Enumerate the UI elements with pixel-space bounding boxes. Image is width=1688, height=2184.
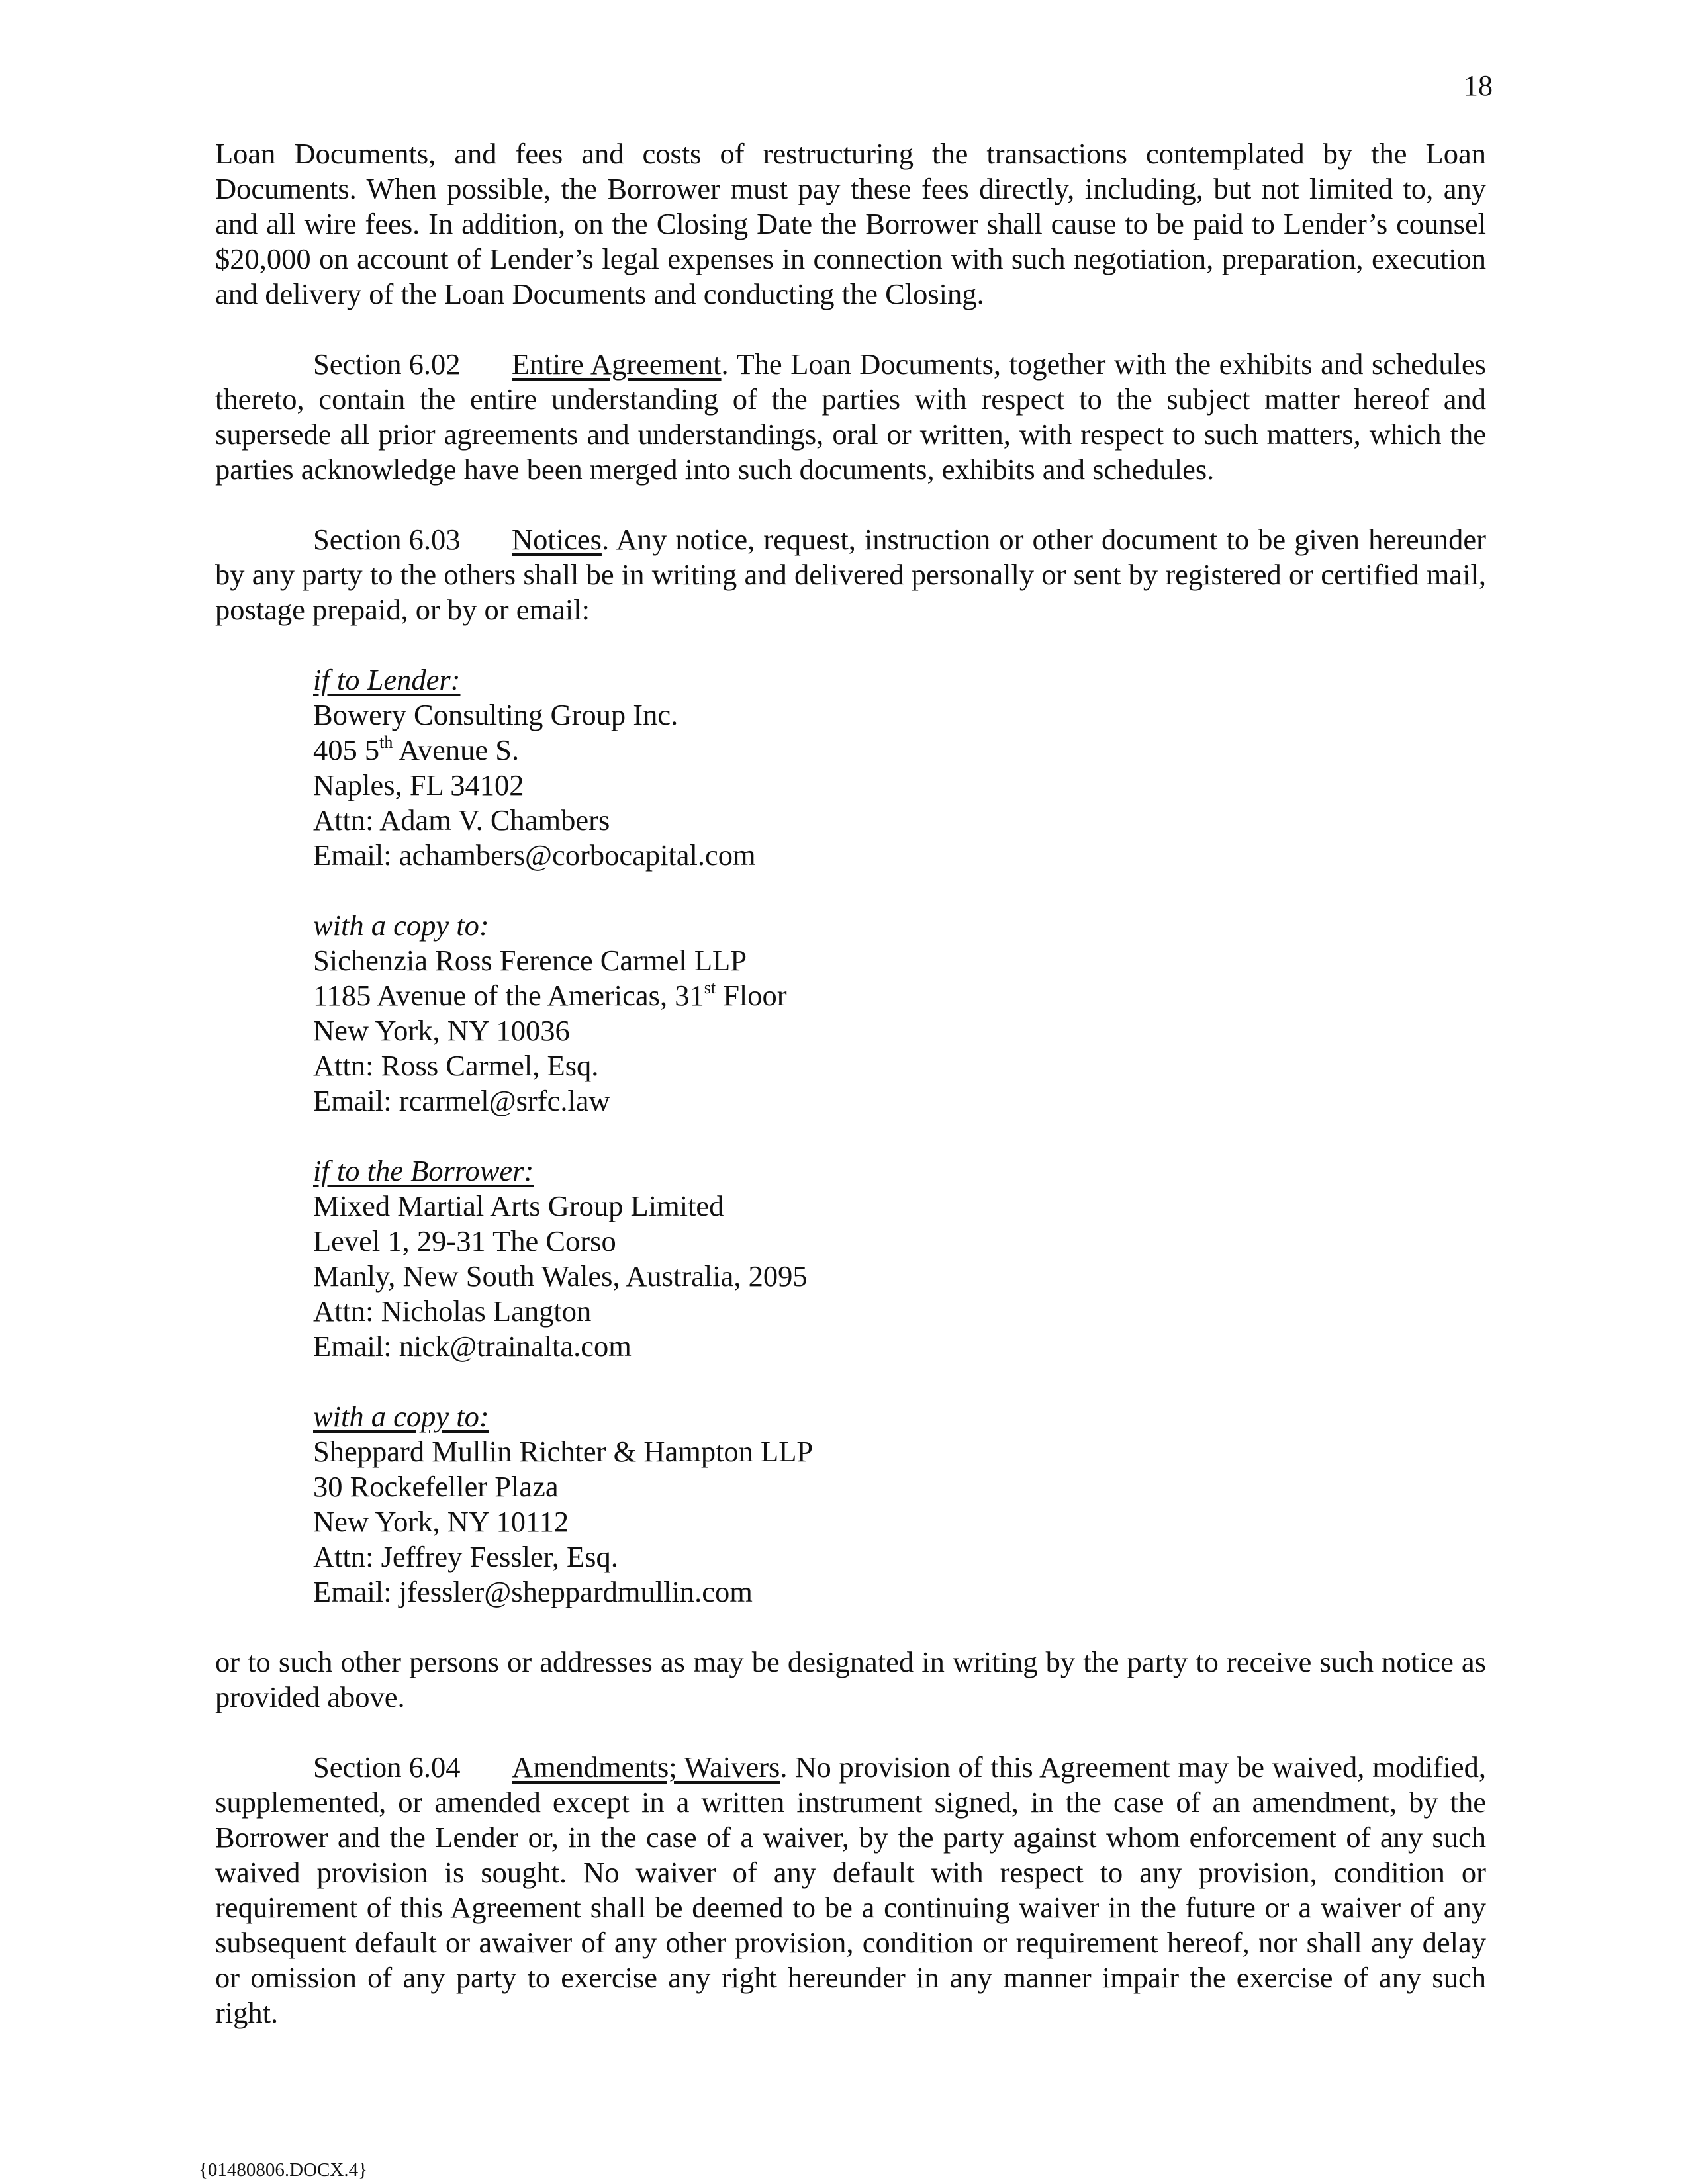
section-6-02-heading: Entire Agreement [512,347,722,381]
section-6-03-number: Section 6.03 [313,523,461,556]
borrower-name: Mixed Martial Arts Group Limited [313,1189,724,1222]
section-6-02-text: . The Loan Documents, together with the exhibits and schedules thereto, contain the entire understanding of the parties with respect to the subject matter hereof and supersede all prior agreements and understandings, oral or written, with respect to such matters, which the parties acknowledge have been merged into such documents, exhibits and schedules. [215,347,1486,486]
section-6-04-heading: Amendments; Waivers [512,1751,780,1784]
lender-copy-attn: Attn: Ross Carmel, Esq. [313,1049,599,1082]
section-6-03 [215,522,1486,627]
lender-name: Bowery Consulting Group Inc. [313,698,679,731]
borrower-copy-attn: Attn: Jeffrey Fessler, Esq. [313,1540,618,1573]
section-6-02 [215,347,1486,487]
borrower-address [313,1154,1486,1364]
lender-copy-street [313,978,1486,1013]
lender-email: Email: achambers@corbocapital.com [313,839,756,872]
lender-street [313,733,1486,768]
section-6-03-heading: Notices [512,523,602,556]
lender-street-rest: Avenue S. [393,733,520,766]
lender-copy-address [313,908,1486,1118]
borrower-copy-address [313,1399,1486,1610]
closing-paragraph: or to such other persons or addresses as may be designated in writing by the party to receive such notice as provided above. [215,1645,1486,1713]
section-6-04-number: Section 6.04 [313,1751,461,1784]
lender-attn: Attn: Adam V. Chambers [313,803,610,837]
document-footer-code: {01480806.DOCX.4} [199,2160,368,2181]
borrower-street: Level 1, 29-31 The Corso [313,1224,616,1257]
document-body [215,136,1486,2030]
section-6-04 [215,1750,1486,2030]
borrower-label: if to the Borrower: [313,1154,534,1187]
borrower-attn: Attn: Nicholas Langton [313,1295,592,1328]
lender-copy-name: Sichenzia Ross Ference Carmel LLP [313,944,747,977]
lender-city: Naples, FL 34102 [313,768,524,801]
borrower-city: Manly, New South Wales, Australia, 2095 [313,1259,808,1293]
borrower-copy-name: Sheppard Mullin Richter & Hampton LLP [313,1435,814,1468]
borrower-copy-city: New York, NY 10112 [313,1505,569,1538]
lender-copy-street-rest: Floor [716,979,787,1012]
lender-copy-label: with a copy to: [313,909,489,942]
lender-label: if to Lender: [313,663,461,696]
lender-copy-email: Email: rcarmel@srfc.law [313,1084,610,1117]
lender-address [313,662,1486,873]
borrower-copy-email: Email: jfessler@sheppardmullin.com [313,1575,753,1608]
lender-street-number: 405 5 [313,733,380,766]
section-6-04-text: . No provision of this Agreement may be waived, modified, supplemented, or amended except in a written instrument signed, in the case of an amendment, by the Borrower and the Lender or, in the case of a waiver, by the party against whom enforcement of any such waived provision is sought. No waiver of any default with respect to any provision, condition or requirement of this Agreement shall be deemed to be a continuing waiver in the future or a waiver of any subsequent default or awaiver of any other provision, condition or requirement hereof, nor shall any delay or omission of any party to exercise any right hereunder in any manner impair the exercise of any such right. [215,1751,1487,2029]
lender-copy-city: New York, NY 10036 [313,1014,570,1047]
borrower-copy-label: with a copy to: [313,1400,489,1433]
page-number: 18 [1464,69,1493,102]
section-6-03-text: . Any notice, request, instruction or other document to be given hereunder by any party to the others shall be in writing and delivered personally or sent by registered or certified mail, postage prepaid, or by or email: [215,523,1486,626]
borrower-copy-street: 30 Rockefeller Plaza [313,1470,559,1503]
borrower-email: Email: nick@trainalta.com [313,1330,632,1363]
intro-paragraph: Loan Documents, and fees and costs of restructuring the transactions contemplated by the Loan Documents. When possible, the Borrower must pay these fees directly, including, but not limited to, any and all wire fees. In addition, on the Closing Date the Borrower shall cause to be paid to Lender’s counsel $20,000 on account of Lender’s legal expenses in connection with such negotiation, preparation, execution and delivery of the Loan Documents and conducting the Closing. [215,137,1486,310]
section-6-02-number: Section 6.02 [313,347,461,381]
lender-copy-street-number: 1185 Avenue of the Americas, 31 [313,979,704,1012]
lender-copy-street-ordinal: st [704,978,716,997]
lender-street-ordinal: th [379,733,393,752]
